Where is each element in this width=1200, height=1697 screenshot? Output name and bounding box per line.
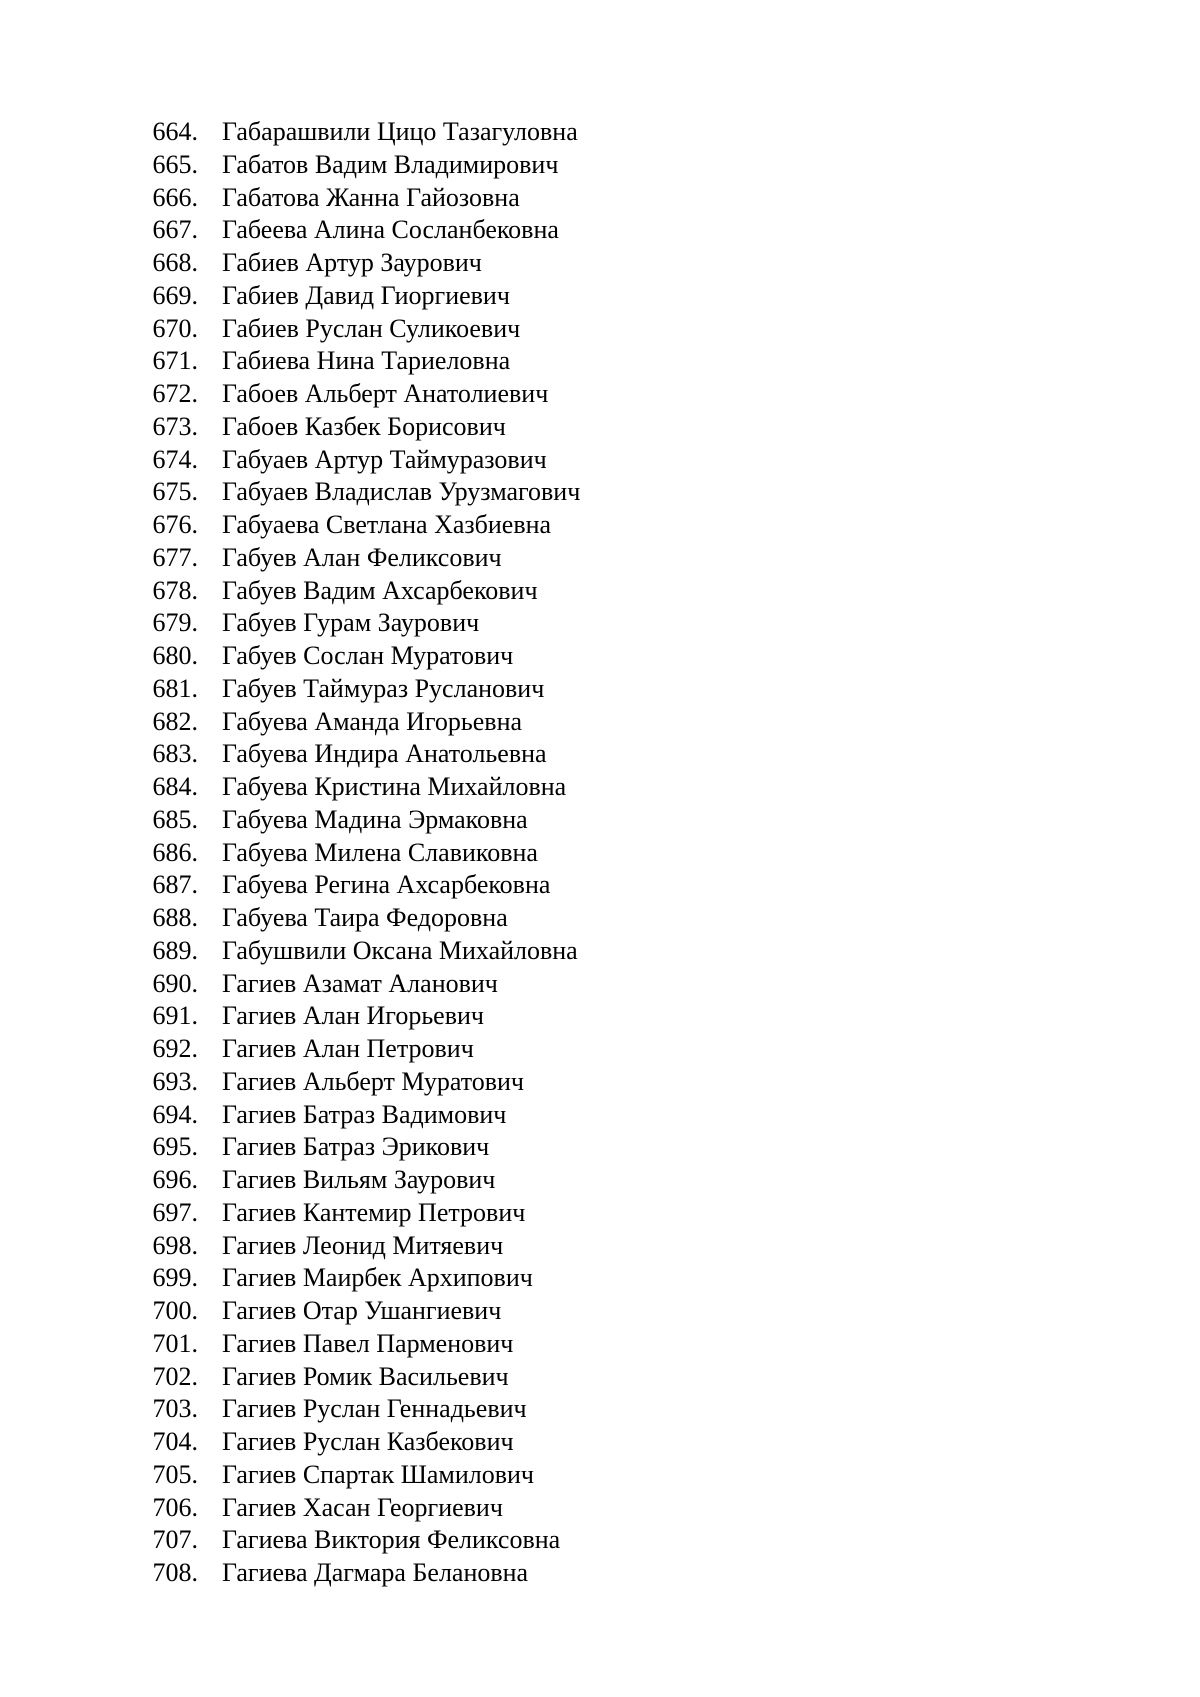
item-name: Гагиев Батраз Вадимович [222,1099,507,1129]
item-name: Габуева Индира Анатольевна [222,739,547,769]
item-number: 695. [152,1132,198,1162]
list-item [0,1033,580,1066]
item-number: 679. [152,608,198,638]
list-item [0,607,580,640]
item-name: Гагиев Отар Ушангиевич [222,1296,502,1325]
name-list [0,116,580,1590]
list-item [0,542,580,575]
item-name: Габиев Давид Гиоргиевич [222,280,510,310]
item-name: Габоев Казбек Борисович [222,411,506,441]
item-number: 700. [152,1296,198,1325]
item-name: Габарашвили Цицо Тазагуловна [222,117,578,146]
list-item [0,182,580,215]
item-name: Гагиев Вильям Заурович [222,1165,496,1194]
item-number: 690. [152,968,198,998]
item-name: Гагиев Руслан Геннадьевич [222,1394,527,1424]
item-number: 674. [152,444,198,474]
item-name: Габуева Милена Славиковна [222,837,538,867]
list-item [0,247,580,280]
list-item [0,640,580,673]
item-name: Гагиев Алан Игорьевич [222,1001,484,1031]
item-number: 683. [152,739,198,769]
item-name: Гагиев Руслан Казбекович [222,1427,514,1456]
item-name: Габуев Гурам Заурович [222,608,480,638]
item-number: 704. [152,1427,198,1456]
item-number: 664. [152,117,198,146]
item-number: 705. [152,1459,198,1489]
item-number: 680. [152,641,198,670]
list-item [0,345,580,378]
item-number: 677. [152,542,198,572]
item-name: Гагиева Дагмара Белановна [222,1558,529,1587]
item-number: 693. [152,1066,198,1096]
item-number: 687. [152,870,198,900]
list-item [0,1000,580,1033]
item-number: 688. [152,903,198,932]
item-name: Габиева Нина Тариеловна [222,346,511,376]
item-number: 686. [152,837,198,867]
item-name: Габуев Таймураз Русланович [222,673,545,703]
list-item [0,1361,580,1394]
list-item [0,1492,580,1525]
item-number: 672. [152,379,198,408]
item-number: 681. [152,673,198,703]
list-item [0,313,580,346]
item-name: Габуев Вадим Ахсарбекович [222,575,538,605]
item-name: Гагиев Маирбек Архипович [222,1263,533,1293]
item-number: 706. [152,1492,198,1522]
list-item [0,706,580,739]
item-number: 689. [152,935,198,965]
item-name: Гагиев Хасан Георгиевич [222,1492,503,1522]
list-item [0,1099,580,1132]
item-name: Габуева Аманда Игорьевна [222,706,523,736]
list-item [0,968,580,1001]
item-number: 684. [152,772,198,801]
list-item [0,1459,580,1492]
item-number: 697. [152,1197,198,1227]
item-name: Габатов Вадим Владимирович [222,149,559,179]
item-name: Габуаев Владислав Урузмагович [222,477,581,507]
item-number: 670. [152,313,198,343]
list-item [0,869,580,902]
list-item [0,378,580,411]
list-item [0,280,580,313]
item-number: 667. [152,215,198,245]
item-number: 708. [152,1558,198,1587]
list-item [0,1524,580,1557]
list-item [0,1066,580,1099]
item-name: Габуева Регина Ахсарбековна [222,870,551,900]
item-name: Гагиев Леонид Митяевич [222,1230,504,1260]
list-item [0,411,580,444]
item-number: 678. [152,575,198,605]
item-number: 685. [152,804,198,834]
list-item [0,1328,580,1361]
item-number: 671. [152,346,198,376]
list-item [0,1164,580,1197]
item-number: 699. [152,1263,198,1293]
item-name: Габуев Сослан Муратович [222,641,514,670]
list-item [0,1393,580,1426]
item-number: 665. [152,149,198,179]
list-item [0,771,580,804]
list-item [0,476,580,509]
list-item [0,935,580,968]
item-name: Габиев Руслан Суликоевич [222,313,521,343]
item-name: Габуаев Артур Таймуразович [222,444,547,474]
list-item [0,116,580,149]
item-name: Гагиев Алан Петрович [222,1034,474,1063]
item-name: Гагиев Кантемир Петрович [222,1197,526,1227]
list-item [0,575,580,608]
item-name: Гагиев Спартак Шамилович [222,1459,534,1489]
item-name: Гагиев Батраз Эрикович [222,1132,490,1162]
item-name: Габуева Таира Федоровна [222,903,508,932]
item-number: 698. [152,1230,198,1260]
item-number: 703. [152,1394,198,1424]
item-number: 682. [152,706,198,736]
item-number: 668. [152,248,198,277]
item-number: 666. [152,182,198,212]
item-name: Габатова Жанна Гайозовна [222,182,520,212]
list-item [0,214,580,247]
list-item [0,1557,580,1590]
list-item [0,444,580,477]
list-item [0,837,580,870]
item-name: Гагиев Альберт Муратович [222,1066,524,1096]
item-name: Гагиева Виктория Феликсовна [222,1525,561,1555]
item-name: Габуева Мадина Эрмаковна [222,804,528,834]
item-number: 673. [152,411,198,441]
item-number: 702. [152,1361,198,1391]
item-name: Габиев Артур Заурович [222,248,482,277]
list-item [0,902,580,935]
item-number: 675. [152,477,198,507]
item-number: 669. [152,280,198,310]
item-number: 707. [152,1525,198,1555]
list-item [0,738,580,771]
item-name: Габуаева Светлана Хазбиевна [222,510,552,539]
list-item [0,1230,580,1263]
list-item [0,509,580,542]
item-number: 696. [152,1165,198,1194]
item-name: Габоев Альберт Анатолиевич [222,379,549,408]
list-item [0,1131,580,1164]
item-name: Габуев Алан Феликсович [222,542,502,572]
item-number: 692. [152,1034,198,1063]
item-number: 701. [152,1328,198,1358]
list-item [0,1262,580,1295]
item-name: Гагиев Ромик Васильевич [222,1361,509,1391]
item-name: Габушвили Оксана Михайловна [222,935,578,965]
item-name: Гагиев Павел Парменович [222,1328,514,1358]
item-name: Гагиев Азамат Аланович [222,968,498,998]
list-item [0,673,580,706]
list-item [0,149,580,182]
item-number: 691. [152,1001,198,1031]
list-item [0,1295,580,1328]
item-number: 676. [152,510,198,539]
item-name: Габуева Кристина Михайловна [222,772,567,801]
list-item [0,804,580,837]
item-number: 694. [152,1099,198,1129]
list-item [0,1426,580,1459]
item-name: Габеева Алина Сосланбековна [222,215,559,245]
list-item [0,1197,580,1230]
